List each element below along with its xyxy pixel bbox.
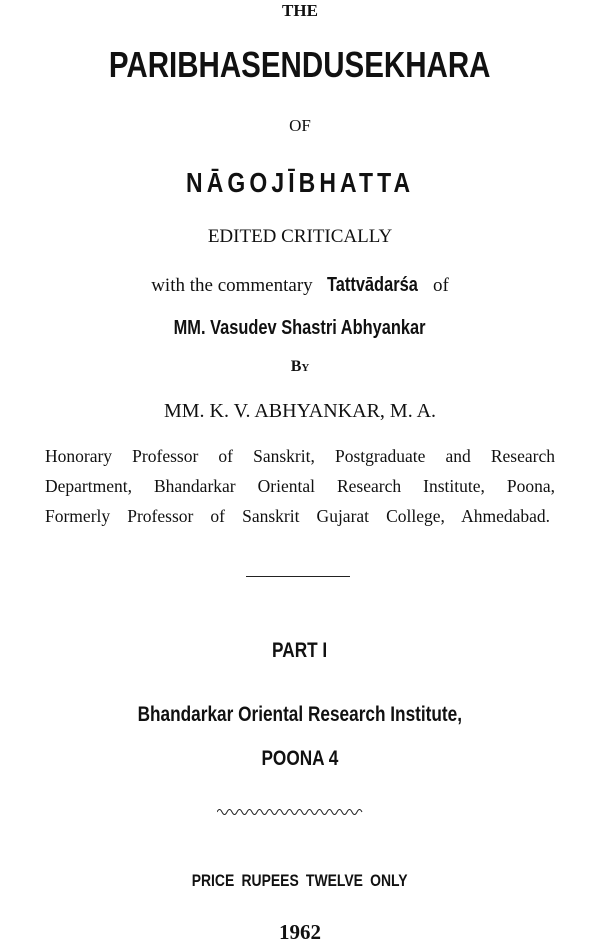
commentary-line [0, 275, 600, 295]
commentator [0, 318, 600, 338]
of-label: OF [289, 116, 311, 135]
edited-critically: EDITED CRITICALLY [207, 226, 393, 247]
publisher-text: Bhandarkar Oriental Research Institute, [137, 703, 463, 726]
author-name [0, 169, 600, 197]
place-text: POONA 4 [261, 747, 339, 770]
book-title [0, 44, 600, 85]
part-number [0, 640, 600, 661]
affiliation-line-1: Honorary Professor of Sanskrit, Postgraduate and Research [45, 446, 555, 466]
by-label: By [290, 358, 310, 375]
commentary-title: Tattvādarśa [327, 274, 419, 296]
affiliation-line-2: Department, Bhandarkar Oriental Research Institute, Poona, [45, 476, 555, 496]
year: 1962 [279, 920, 321, 944]
divider-rule [246, 576, 350, 577]
author-name-text: NĀGOJĪBHATTA [185, 167, 415, 198]
publisher [0, 704, 600, 725]
commentary-prefix: with the commentary [151, 275, 313, 296]
wavy-ornament [217, 806, 367, 816]
place [0, 748, 600, 769]
price-text: PRICE RUPEES TWELVE ONLY [192, 871, 408, 890]
price [0, 872, 600, 889]
the-label: THE [282, 1, 318, 20]
book-title-text: PARIBHASENDUSEKHARA [109, 44, 491, 85]
editor-name: MM. K. V. ABHYANKAR, M. A. [163, 400, 437, 422]
commentator-text: MM. Vasudev Shastri Abhyankar [174, 317, 426, 339]
affiliation-line-3: Formerly Professor of Sanskrit Gujarat College, Ahmedabad. [45, 506, 550, 526]
part-number-text: PART I [272, 639, 328, 662]
commentary-suffix: of [432, 275, 449, 296]
